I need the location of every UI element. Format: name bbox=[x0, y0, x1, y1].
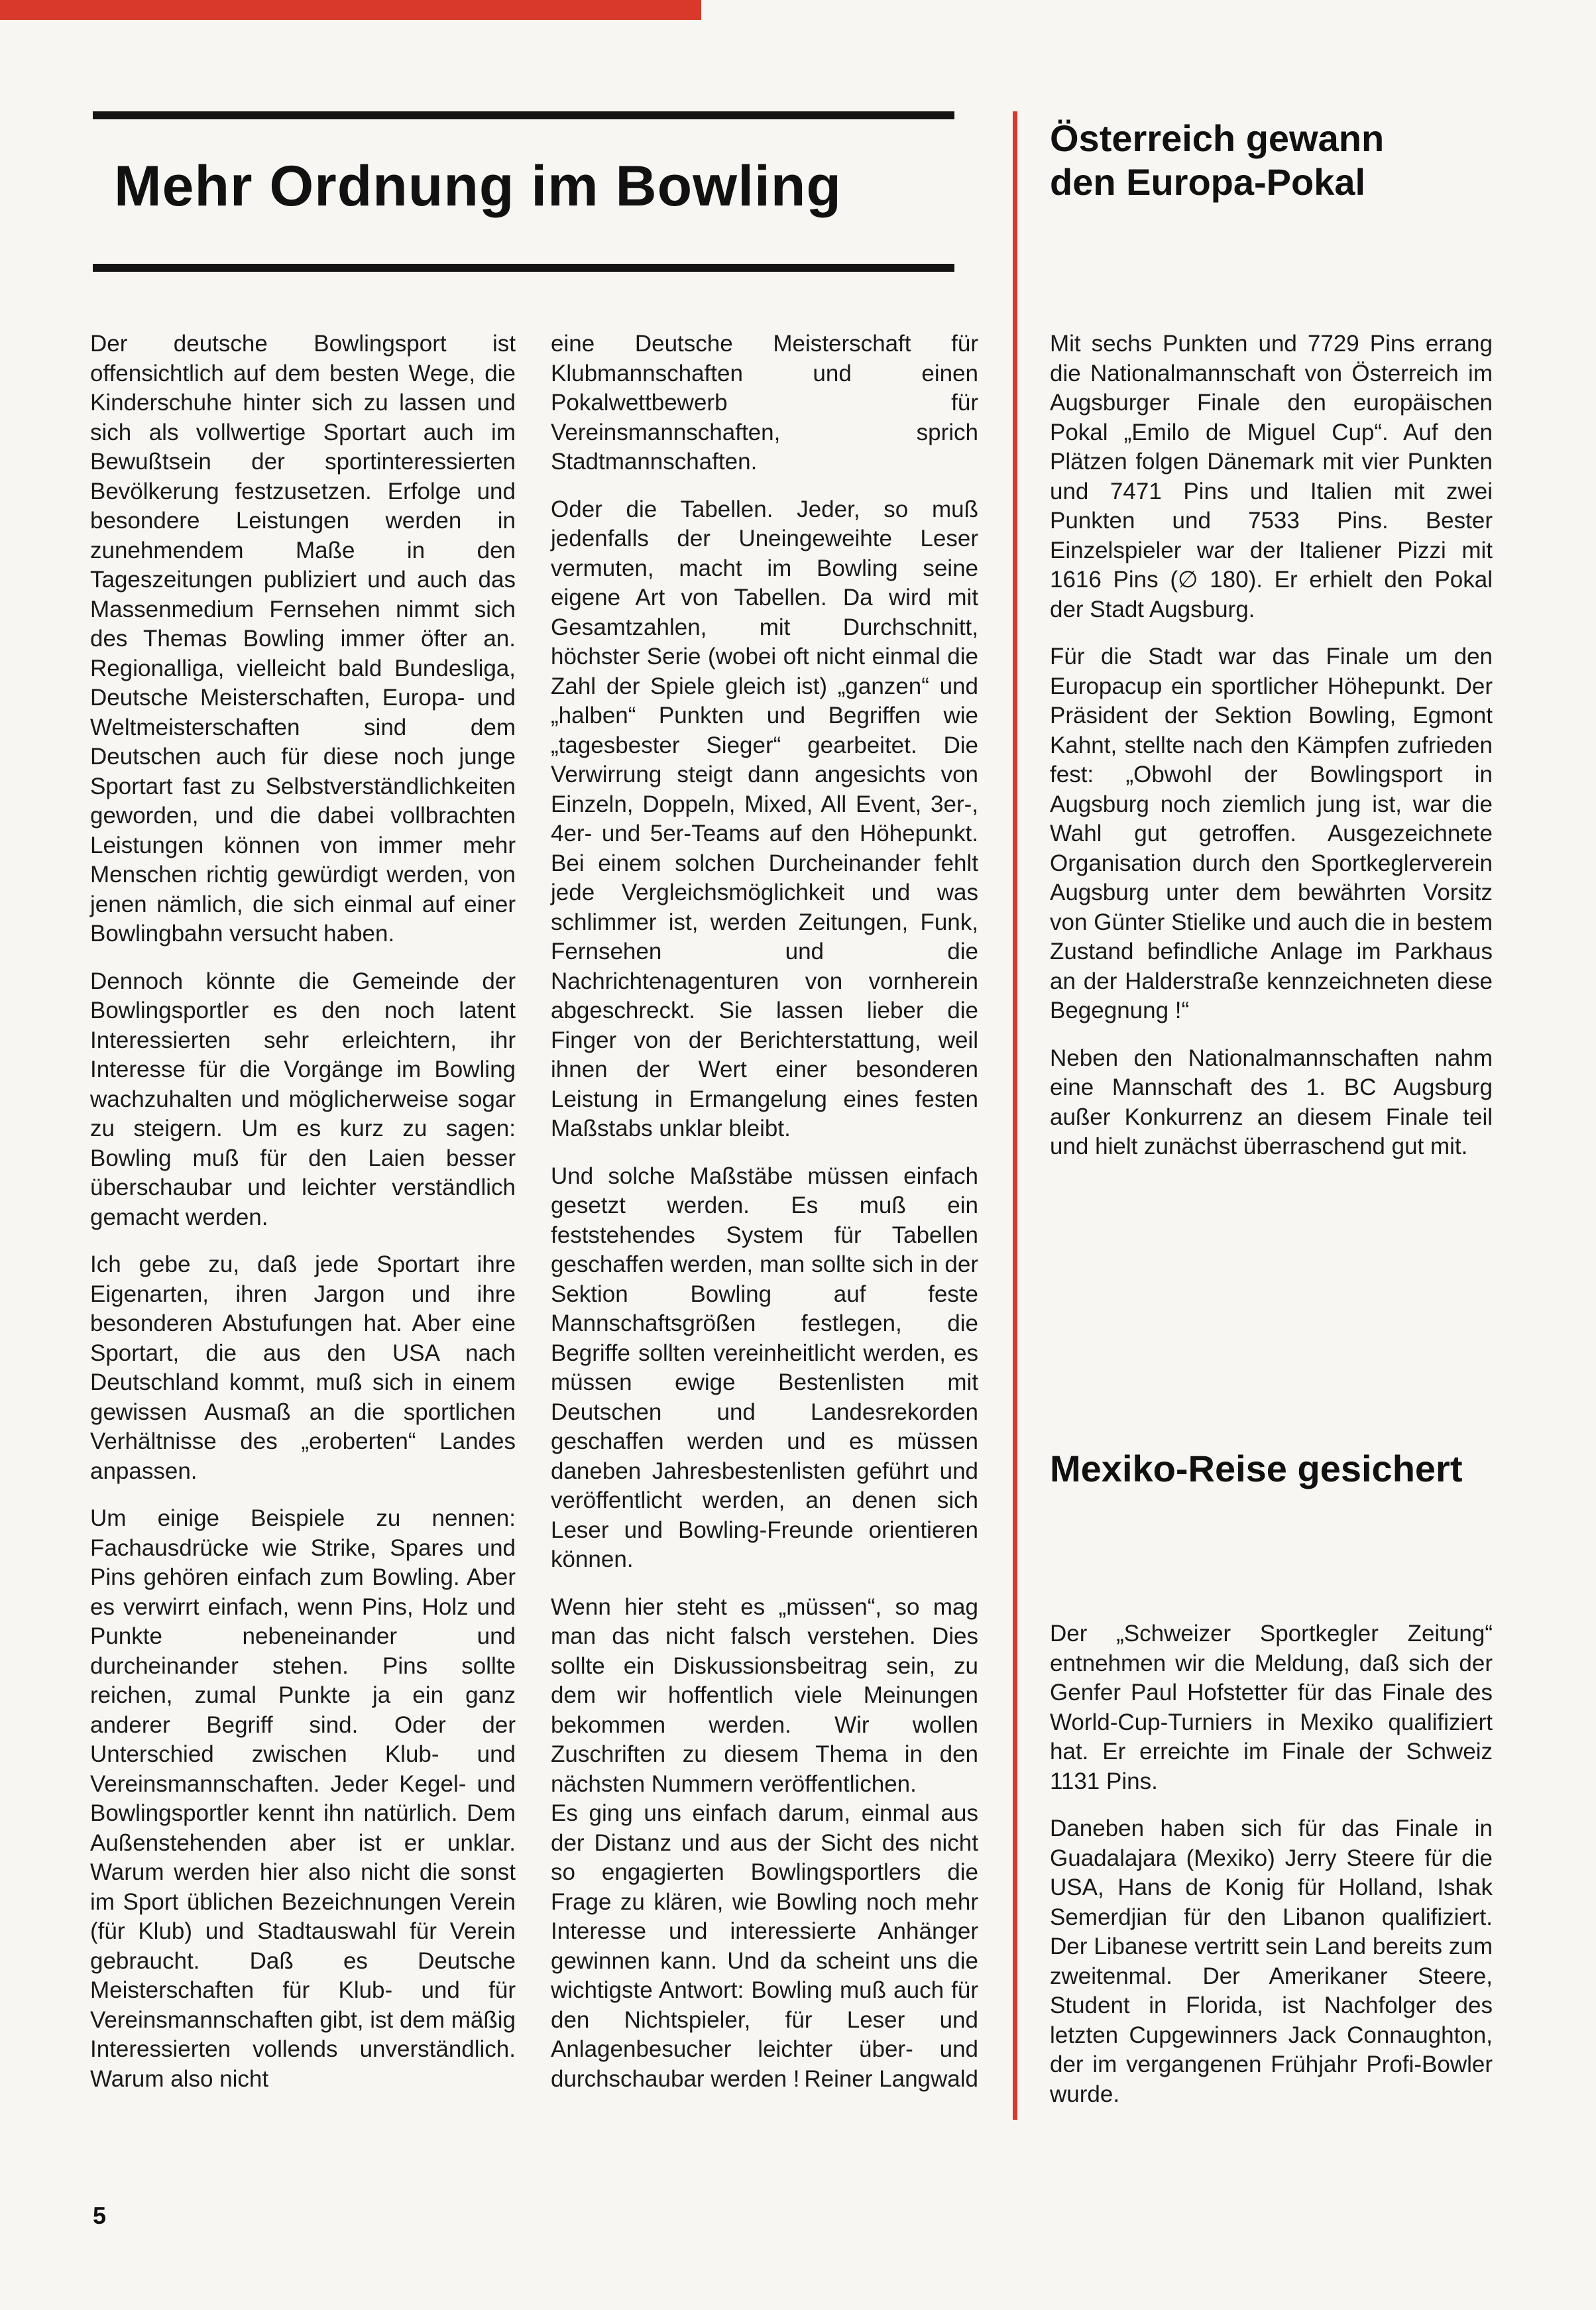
paragraph: Wenn hier steht es „müssen“, so mag man das nicht falsch verstehen. Dies sollte ein Diskussionsbeitrag sein, zu dem wir hoffentlich viele Meinungen bekommen werden. Wir wollen Zuschriften zu diesem Thema in den nächsten Nummern veröffentlichen. bbox=[551, 1593, 978, 1797]
sidebar-article2-title: Mexiko-Reise gesichert bbox=[1050, 1448, 1463, 1489]
paragraph: Daneben haben sich für das Finale in Guadalajara (Mexiko) Jerry Steere für die USA, Hans de Konig für Holland, Ishak Semerdjian für den Libanon qualifiziert. Der Libanese vertritt sein Land bereits zum zweitenmal. Der Amerikaner Steere, Student in Florida, ist Nachfolger des letzten Cupgewinners Jack Connaughton, der im vergangenen Frühjahr Profi-Bowler wurde. bbox=[1050, 1816, 1493, 2107]
page-title: Mehr Ordnung im Bowling bbox=[114, 154, 842, 218]
red-top-bar bbox=[0, 0, 701, 20]
main-article-column-2 bbox=[551, 329, 978, 2094]
column-divider-rule bbox=[1013, 111, 1017, 2120]
paragraph: Der „Schweizer Sportkegler Zeitung“ entnehmen wir die Meldung, daß sich der Genfer Paul Hofstetter für das Finale des World-Cup-Turniers in Mexiko qualifiziert hat. Er erreichte im Finale der Schweiz 1131 Pins. bbox=[1050, 1621, 1493, 1794]
paragraph: Für die Stadt war das Finale um den Europacup ein sportlicher Höhepunkt. Der Präsident der Sektion Bowling, Egmont Kahnt, stellte nach den Kämpfen zufrieden fest: „Obwohl der Bowlingsport in Augsburg noch ziemlich jung ist, war die Wahl gut getroffen. Ausgezeichnete Organisation durch den Sportkeglerverein Augsburg unter dem bewährten Vorsitz von Günter Stielike und auch die in bestem Zustand befindliche Anlage im Parkhaus an der Halderstraße kennzeichneten diese Begegnung !“ bbox=[1050, 644, 1493, 1023]
title-rule-bottom bbox=[93, 264, 954, 272]
paragraph: Mit sechs Punkten und 7729 Pins errang die Nationalmannschaft von Österreich im Augsburger Finale den europäischen Pokal „Emilo de Miguel Cup“. Auf den Plätzen folgen Dänemark mit vier Punkten und 7471 Pins und Italien mit zwei Punkten und 7533 Pins. Bester Einzelspieler war der Italiener Pizzi mit 1616 Pins (∅ 180). Er erhielt den Pokal der Stadt Augsburg. bbox=[1050, 331, 1493, 622]
closing-paragraph bbox=[551, 1799, 978, 2094]
sidebar-article1-body bbox=[1050, 329, 1493, 1162]
paragraph: Neben den Nationalmannschaften nahm eine Mannschaft des 1. BC Augsburg außer Konkurrenz an diesem Finale teil und hielt zunächst überraschend gut mit. bbox=[1050, 1045, 1493, 1159]
sidebar-article1-title-line2: den Europa-Pokal bbox=[1050, 161, 1366, 203]
main-article-column-1 bbox=[90, 329, 516, 2094]
paragraph: Dennoch könnte die Gemeinde der Bowlingsportler es den noch latent Interessierten sehr erleichtern, ihr Interesse für die Vorgänge im Bowling wachzuhalten und möglicherweise sogar zu steigern. Um es kurz zu sagen: Bowling muß für den Laien besser überschaubar und leichter verständlich gemacht werden. bbox=[90, 968, 516, 1230]
sidebar-article1-title bbox=[1050, 117, 1527, 204]
sidebar-article2-body bbox=[1050, 1619, 1493, 2109]
paragraph: Und solche Maßstäbe müssen einfach gesetzt werden. Es muß ein feststehendes System für Tabellen geschaffen werden, man sollte sich in der Sektion Bowling auf feste Mannschaftsgrößen festlegen, die Begriffe sollten vereinheitlicht werden, es müssen ewige Bestenlisten mit Deutschen und Landesrekorden geschaffen werden und es müssen daneben Jahresbestenlisten geführt und veröffentlicht werden, an denen sich Leser und Bowling-Freunde orientieren können. bbox=[551, 1163, 978, 1572]
paragraph: Um einige Beispiele zu nennen: Fachausdrücke wie Strike, Spares und Pins gehören einfach zum Bowling. Aber es verwirrt einfach, wenn Pins, Holz und Punkte nebeneinander und durcheinander stehen. Pins sollte reichen, zumal Punkte ja ein ganz anderer Begriff sind. Oder der Unterschied zwischen Klub- und Vereinsmannschaften. Jeder Kegel- und Bowlingsportler kennt ihn natürlich. Dem Außenstehenden aber ist er unklar. Warum werden hier also nicht die sonst im Sport üblichen Bezeichnungen Verein (für Klub) und Stadtauswahl für Verein gebraucht. Daß es Deutsche Meisterschaften für Klub- und für Vereinsmannschaften gibt, ist dem mäßig Interessierten vollends unverständlich. Warum also nicht bbox=[90, 1505, 516, 2092]
page-number: 5 bbox=[93, 2202, 107, 2229]
title-rule-top bbox=[93, 111, 954, 119]
paragraph: Oder die Tabellen. Jeder, so muß jedenfalls der Uneingeweihte Leser vermuten, macht im Bowling seine eigene Art von Tabellen. Da wird mit Gesamtzahlen, mit Durchschnitt, höchster Serie (wobei oft nicht einmal die Zahl der Spiele gleich ist) „ganzen“ und „halben“ Punkten und Begriffen wie „tagesbester Sieger“ gearbeitet. Die Verwirrung steigt dann angesichts von Einzeln, Doppeln, Mixed, All Event, 3er-, 4er- und 5er-Teams auf den Höhepunkt. Bei einem solchen Durcheinander fehlt jede Vergleichsmöglichkeit und was schlimmer ist, werden Zeitungen, Funk, Fernsehen und die Nachrichtenagenturen von vornherein abgeschreckt. Sie lassen lieber die Finger von der Berichterstattung, weil ihnen der Wert einer besonderen Leistung in Ermangelung eines festen Maßstabs unklar bleibt. bbox=[551, 496, 978, 1141]
sidebar-article1-title-line1: Österreich gewann bbox=[1050, 117, 1385, 159]
main-article-column-2-paragraphs bbox=[551, 329, 978, 1799]
paragraph: eine Deutsche Meisterschaft für Klubmannschaften und einen Pokalwettbewerb für Vereinsmannschaften, sprich Stadtmannschaften. bbox=[551, 331, 978, 475]
author-byline: Reiner Langwald bbox=[804, 2065, 978, 2092]
closing-paragraph-text: Es ging uns einfach darum, einmal aus der Distanz und aus der Sicht des nicht so engagierten Bowlingsportlers die Frage zu klären, wie Bowling noch mehr Interesse und interessierte Anhänger gewinnen kann. Und da scheint uns die wichtigste Antwort: Bowling muß auch für den Nichtspieler, für Leser und Anlagenbesucher leichter über- und durchschaubar werden ! bbox=[551, 1800, 978, 2092]
paragraph: Der deutsche Bowlingsport ist offensichtlich auf dem besten Wege, die Kinderschuhe hinter sich zu lassen und sich als vollwertige Sportart auch im Bewußtsein der sportinteressierten Bevölkerung festzusetzen. Erfolge und besondere Leistungen werden in zunehmendem Maße in den Tageszeitungen publiziert und auch das Massenmedium Fernsehen nimmt sich des Themas Bowling immer öfter an. Regionalliga, vielleicht bald Bundesliga, Deutsche Meisterschaften, Europa- und Weltmeisterschaften sind dem Deutschen auch für diese noch junge Sportart fast zu Selbstverständlichkeiten geworden, und die dabei vollbrachten Leistungen können von immer mehr Menschen richtig gewürdigt werden, von jenen nämlich, die sich einmal auf einer Bowlingbahn versucht haben. bbox=[90, 331, 516, 947]
paragraph: Ich gebe zu, daß jede Sportart ihre Eigenarten, ihren Jargon und ihre besonderen Abstufungen hat. Aber eine Sportart, die aus den USA nach Deutschland kommt, muß sich in einem gewissen Ausmaß an die sportlichen Verhältnisse des „eroberten“ Landes anpassen. bbox=[90, 1251, 516, 1484]
